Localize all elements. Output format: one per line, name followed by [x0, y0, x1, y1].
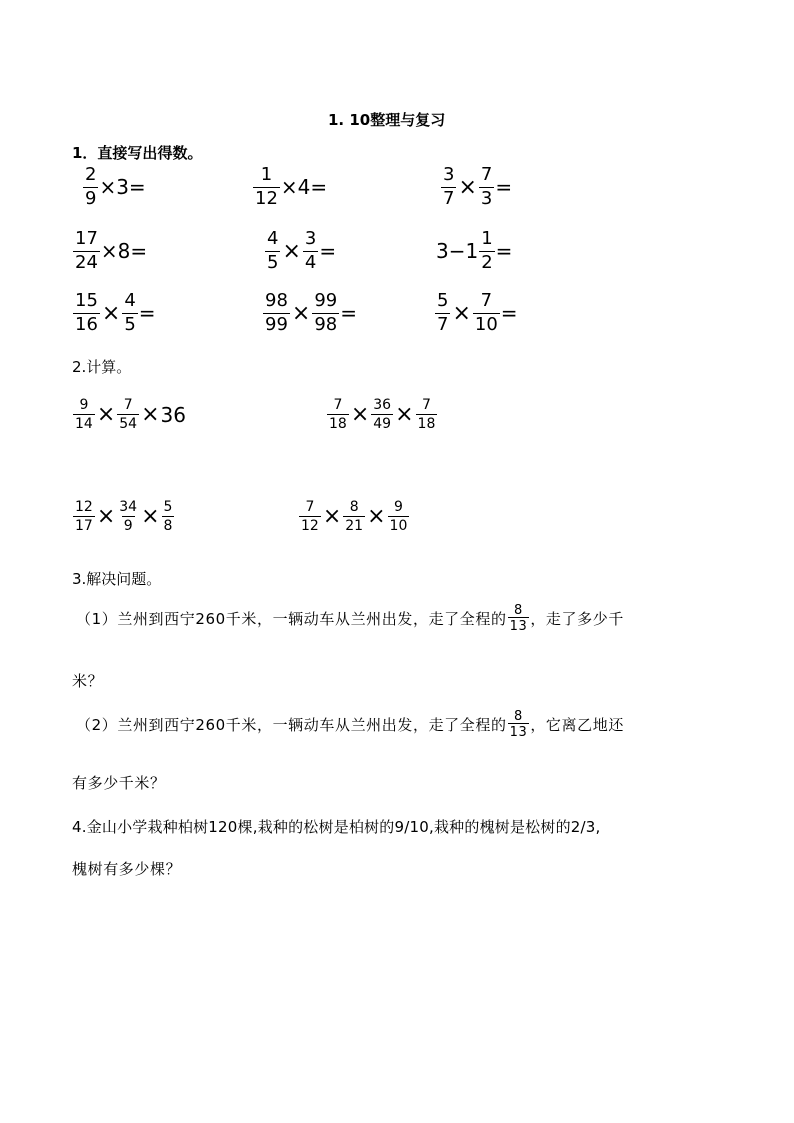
problem-2-3: 3−1 $\frac{1}{2}$ = [436, 228, 513, 273]
calc-expression-1: $\frac{9}{14}$ × $\frac{7}{54}$ × 36 [75, 397, 186, 432]
fraction: $\frac{8}{13}$ [509, 709, 528, 740]
multiply-sign: × [141, 504, 160, 529]
fraction: $\frac{9}{14}$ [75, 397, 93, 432]
problem-2-1: $\frac{17}{24}$ ×8= [75, 228, 148, 273]
fraction: $\frac{7}{18}$ [329, 397, 347, 432]
fraction: $\frac{12}{17}$ [75, 499, 93, 534]
calc-expression-2 [326, 398, 438, 431]
section-2-heading: 2.计算。 [72, 358, 132, 376]
problem-1-2: $\frac{1}{12}$ ×4= [255, 164, 328, 209]
fraction: $\frac{99}{98}$ [314, 290, 338, 335]
fraction: $\frac{7}{10}$ [474, 290, 498, 335]
problem-1-3: $\frac{3}{7}$ × $\frac{7}{3}$ = [443, 164, 513, 209]
question-2-line-1: （2）兰州到西宁260千米，一辆动车从兰州出发，走了全程的 $\frac{8}{13}$ ，它离乙地还 [76, 709, 624, 740]
fraction: $\frac{3}{7}$ [443, 164, 455, 209]
fraction: $\frac{17}{24}$ [75, 228, 98, 273]
fraction: $\frac{5}{8}$ [163, 499, 173, 534]
question-1-line-1: （1）兰州到西宁260千米，一辆动车从兰州出发，走了全程的 $\frac{8}{13}$ ，走了多少千 [76, 603, 624, 634]
fraction: $\frac{2}{9}$ [85, 164, 97, 209]
calc-expression-4 [298, 500, 410, 533]
fraction: $\frac{8}{21}$ [345, 499, 364, 534]
fraction: $\frac{1}{12}$ [255, 164, 278, 209]
problem-2-2: $\frac{4}{5}$ × $\frac{3}{4}$ = [267, 228, 337, 273]
calc-expression-3 [72, 500, 175, 533]
multiply-sign: × [141, 402, 160, 427]
fraction: $\frac{7}{3}$ [480, 164, 493, 209]
fraction: $\frac{9}{10}$ [389, 499, 408, 534]
problem-3-2: $\frac{98}{99}$ × $\frac{99}{98}$ = [265, 290, 358, 335]
fraction: $\frac{34}{9}$ [119, 499, 138, 534]
fraction: $\frac{1}{2}$ [481, 228, 493, 273]
question-1-line-2: 米？ [72, 672, 104, 690]
fraction: $\frac{7}{54}$ [119, 397, 138, 432]
multiply-sign: × [395, 402, 414, 427]
fraction: $\frac{4}{5}$ [267, 228, 279, 273]
page-title: 1. 10整理与复习 [328, 111, 446, 129]
problem-3-3: $\frac{5}{7}$ × $\frac{7}{10}$ = [437, 290, 518, 335]
question-4-line-1: 4.金山小学栽种柏树120棵,栽种的松树是柏树的9/10,栽种的槐树是松树的2/3, [72, 818, 601, 836]
multiply-sign: × [458, 174, 477, 200]
fraction: $\frac{98}{99}$ [265, 290, 288, 335]
multiply-sign: × [367, 504, 386, 529]
section-1-heading: 1．直接写出得数。 [72, 144, 203, 162]
multiply-sign: × [322, 504, 342, 529]
problem-1-1: $\frac{2}{9}$ ×3= [85, 164, 146, 209]
multiply-sign: × [96, 504, 116, 529]
fraction: $\frac{7}{12}$ [301, 499, 319, 534]
problem-3-1: $\frac{15}{16}$ × $\frac{4}{5}$ = [75, 290, 156, 335]
multiply-sign: × [291, 300, 311, 326]
multiply-sign: × [96, 402, 116, 427]
fraction: $\frac{5}{7}$ [437, 290, 449, 335]
fraction: $\frac{4}{5}$ [124, 290, 136, 335]
multiply-sign: × [101, 300, 121, 326]
multiply-sign: × [350, 402, 370, 427]
multiply-sign: × [282, 238, 301, 264]
fraction: $\frac{36}{49}$ [373, 397, 392, 432]
fraction: $\frac{3}{4}$ [304, 228, 317, 273]
multiply-sign: × [452, 300, 471, 326]
fraction: $\frac{8}{13}$ [509, 603, 528, 634]
section-3-heading: 3.解决问题。 [72, 570, 162, 588]
fraction: $\frac{7}{18}$ [417, 397, 436, 432]
fraction: $\frac{15}{16}$ [75, 290, 98, 335]
question-2-line-2: 有多少千米？ [72, 774, 166, 792]
question-4-line-2: 槐树有多少棵？ [72, 860, 182, 878]
